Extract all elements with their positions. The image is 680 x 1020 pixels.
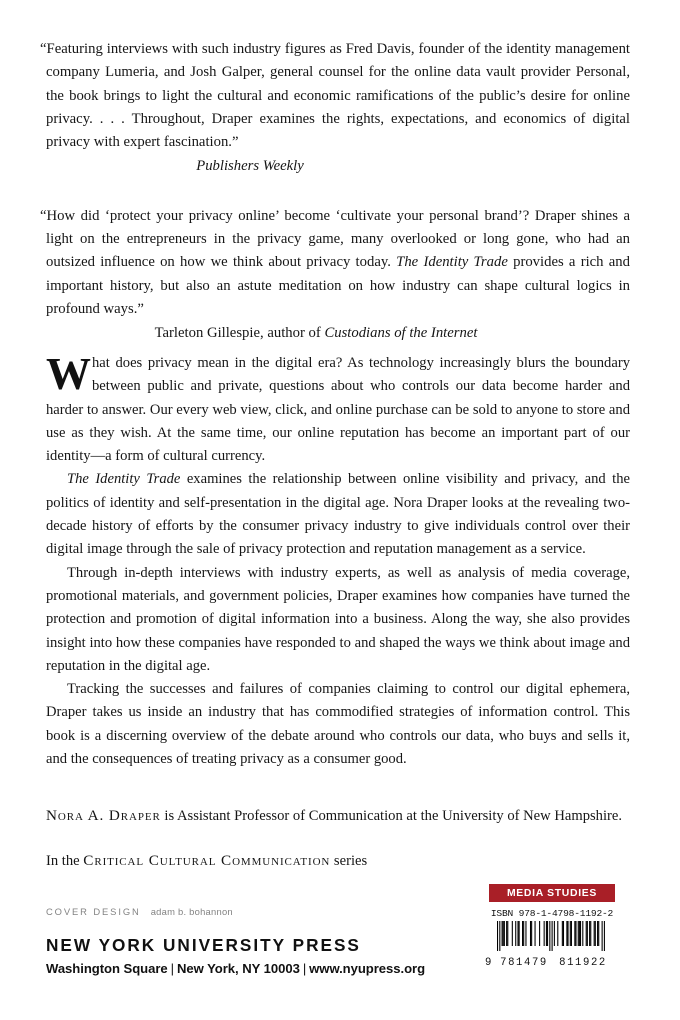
subject-category-label: MEDIA STUDIES xyxy=(506,887,598,899)
address-separator-2: | xyxy=(302,961,307,976)
barcode-digit-lead: 9 xyxy=(485,957,492,969)
barcode-digits-right: 811922 xyxy=(559,957,607,969)
series-prefix: In the xyxy=(46,853,84,870)
isbn-barcode-block xyxy=(484,908,620,969)
author-name: Nora A. Draper xyxy=(46,807,161,824)
cover-designer-name: adam b. bohannon xyxy=(150,906,233,917)
publisher-imprint xyxy=(46,906,426,976)
description-paragraph-2 xyxy=(46,468,630,561)
cover-design-label: COVER DESIGN xyxy=(46,906,141,917)
barcode-digits-left: 781479 xyxy=(500,957,548,969)
barcode-image xyxy=(484,921,620,957)
address-street: Washington Square xyxy=(46,961,168,976)
blurb-quote-text: “Featuring interviews with such industry figures as Fred Davis, founder of the identity management company Lumeria, and Josh Galper, general counsel for the online data vault provider Personal, the book brings to light the cultural and economic ramifications of the public’s desire for online privacy. . . . Throughout, Draper examines the rights, expectations, and economics of digital privacy with expert fascination.” xyxy=(40,41,630,151)
blurb-quote-text xyxy=(40,205,630,321)
series-name: Critical Cultural Communication xyxy=(83,852,331,870)
attribution-name: Tarleton Gillespie, author of xyxy=(154,325,325,342)
publisher-name: NEW YORK UNIVERSITY PRESS xyxy=(46,935,361,955)
description-paragraph-3: Through in-depth interviews with industry experts, as well as analysis of media coverage, promotional materials, and government policies, Draper examines how companies have turned the protection and promotion of digital information into a business. Along the way, she also provides insight into how these companies have responded to and shaped the ways we think about image and reputation in the digital age. xyxy=(46,564,630,674)
blurb-attribution xyxy=(46,322,630,345)
series-suffix: series xyxy=(330,853,368,870)
drop-cap: W xyxy=(46,349,91,399)
description-paragraph-1 xyxy=(46,349,630,468)
book-title-italic: The Identity Trade xyxy=(67,471,181,488)
barcode-digits xyxy=(484,957,620,969)
paragraph-text: hat does privacy mean in the digital era? As technology increasingly blurs the boundary between public and private, questions about who controls our data become harder and harder to answer. Our every web view, click, and online purchase can be sold to anyone to store and use as they wish. At the same time, our online reputation has become an important part of our identity—a form of cultural currency. xyxy=(46,355,630,465)
address-separator-1: | xyxy=(170,961,174,976)
blurb-publishers-weekly xyxy=(40,38,630,179)
paragraph-text: examines the relationship between online visibility and privacy, and the politics of identity and self-presentation in the digital age. Nora Draper looks at the revealing two-decade history of efforts by the consumer privacy industry to give individuals control over their digital image through the sale of privacy protection and reputation management as a service. xyxy=(46,471,630,558)
review-blurbs xyxy=(40,38,630,346)
book-description xyxy=(46,349,630,771)
publisher-address xyxy=(46,961,426,976)
quote-segment-two: provides a rich and important history, but also an astute meditation on how industry can shape cultural logics in profound ways.” xyxy=(46,254,630,317)
address-city: New York, NY 10003 xyxy=(176,961,300,976)
publisher-website[interactable]: www.nyupress.org xyxy=(309,961,426,976)
author-bio-block xyxy=(46,804,630,874)
author-bio-text: is Assistant Professor of Communication at the University of New Hampshire. xyxy=(160,808,623,824)
blurb-attribution: Publishers Weekly xyxy=(196,158,304,175)
isbn-number: ISBN 978-1-4798-1192-2 xyxy=(490,908,614,919)
blurb-tarleton-gillespie xyxy=(40,205,630,346)
description-paragraph-4: Tracking the successes and failures of companies claiming to control our digital ephemera, Draper takes us inside an industry that has commodified strategies of information control. This book is a discerning overview of the debate around who controls our data, who buys and sells it, and the consequences of treating privacy as a consumer good. xyxy=(46,681,630,768)
author-bio xyxy=(46,804,630,828)
attribution-book-title: Custodians of the Internet xyxy=(324,325,478,342)
quote-segment-one: “How did ‘protect your privacy online’ become ‘cultivate your personal brand’? Draper shines a light on the entrepreneurs in the privacy game, many overlooked or long gone, who had an outsized influence on how we think about privacy today. xyxy=(40,207,630,271)
subject-category-badge xyxy=(489,884,615,902)
cover-design-credit xyxy=(46,906,406,917)
quote-book-title: The Identity Trade xyxy=(396,254,508,271)
series-line xyxy=(46,849,630,873)
